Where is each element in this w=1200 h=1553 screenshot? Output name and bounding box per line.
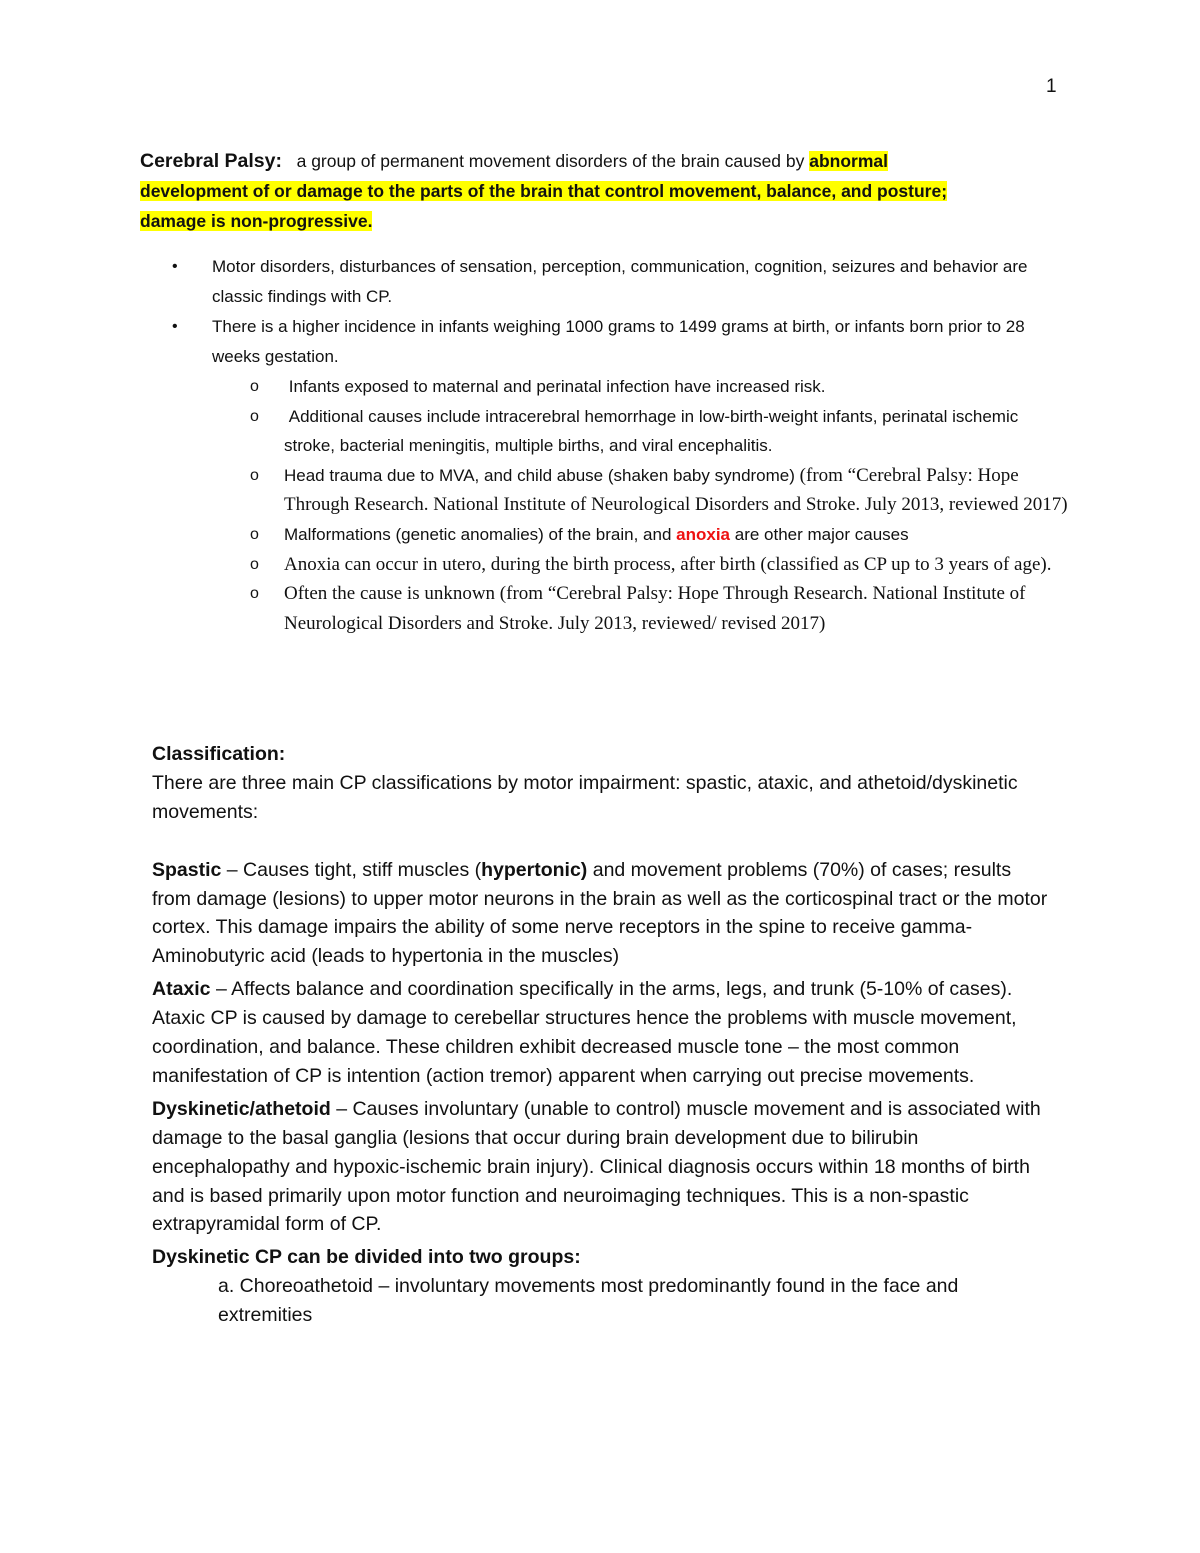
paragraph-text: – Causes involuntary (unable to control) muscle movement and is associated with damage to the basal ganglia (lesions that occur during brain development due to bilirubin encephalopathy and hypoxic-ischemic brain injury). Clinical diagnosis occurs within 18 months of birth and is based primarily upon motor function and neuroimaging techniques. This is a non-spastic extrapyramidal form of CP. bbox=[152, 1097, 1041, 1236]
spastic-paragraph bbox=[152, 856, 1052, 972]
ataxic-label: Ataxic bbox=[152, 978, 211, 1001]
sub-item-text: Additional causes include intracerebral hemorrhage in low-birth-weight infants, perinatal ischemic stroke, bacterial meningitis, multiple births, and viral encephalitis. bbox=[284, 406, 1019, 456]
groups-heading: Dyskinetic CP can be divided into two groups: bbox=[152, 1246, 581, 1269]
definition-highlight: abnormal bbox=[809, 151, 889, 171]
list-item bbox=[170, 312, 1070, 638]
sub-bullet-icon: o bbox=[250, 378, 259, 395]
list-item-text: Motor disorders, disturbances of sensation, perception, communication, cognition, seizures and behavior are classic findings with CP. bbox=[212, 257, 1028, 306]
bullet-icon: • bbox=[172, 258, 178, 275]
page-number: 1 bbox=[1046, 76, 1057, 97]
dyskinetic-label: Dyskinetic/athetoid bbox=[152, 1097, 331, 1120]
sub-item-text: Infants exposed to maternal and perinatal infection have increased risk. bbox=[288, 377, 826, 396]
sub-item-text: Head trauma due to MVA, and child abuse (shaken baby syndrome) bbox=[284, 465, 795, 485]
section-heading: Classification: bbox=[152, 743, 286, 765]
sub-item-text: Often the cause is unknown (from “Cerebral Palsy: Hope Through Research. National Institute of Neurological Disorders and Stroke. July 2013, reviewed/ revised 2017) bbox=[284, 583, 1026, 634]
findings-list bbox=[170, 252, 1070, 638]
emphasis-text: hypertonic) bbox=[481, 858, 588, 881]
sub-bullet-icon: o bbox=[250, 555, 259, 573]
group-a-item: a. Choreoathetoid – involuntary movements most predominantly found in the face and extremities bbox=[218, 1275, 959, 1327]
sub-item-text: Malformations (genetic anomalies) of the brain, and bbox=[284, 524, 677, 544]
definition-highlight: development of or damage to the parts of the brain that control movement, balance, and posture; bbox=[140, 181, 948, 201]
paragraph-text: – Affects balance and coordination specifically in the arms, legs, and trunk (5-10% of cases). Ataxic CP is caused by damage to cerebellar structures hence the problems with muscle movement, coordination, and balance. These children exhibit decreased muscle tone – the most common manifestation of CP is intention (action tremor) apparent when carrying out precise movements. bbox=[152, 978, 1017, 1087]
classification-section bbox=[152, 740, 1052, 1330]
sub-list-item bbox=[242, 372, 1070, 402]
list-item-text: There is a higher incidence in infants weighing 1000 grams to 1499 grams at birth, or infants born prior to 28 weeks gestation. bbox=[212, 317, 1025, 366]
sub-bullet-icon: o bbox=[250, 466, 259, 484]
dyskinetic-paragraph bbox=[152, 1095, 1052, 1240]
sub-list bbox=[242, 372, 1070, 638]
spastic-label: Spastic bbox=[152, 858, 222, 881]
citation-text: (from “Cerebral Palsy: Hope Through Research. National Institute of Neurological Disorders and Stroke. July 2013, reviewed 2017) bbox=[284, 464, 1068, 516]
sub-list-item bbox=[242, 550, 1070, 580]
definition-paragraph bbox=[140, 146, 1070, 236]
definition-highlight: damage is non-progressive. bbox=[140, 211, 373, 231]
sub-bullet-icon: o bbox=[250, 585, 259, 603]
paragraph-text: and movement problems (70%) of cases; results from damage (lesions) to upper motor neurons in the brain as well as the corticospinal tract or the motor cortex. This damage impairs the ability of some nerve receptors in the spine to receive gamma-Aminobutyric acid (leads to hypertonia in the muscles) bbox=[152, 858, 1048, 968]
sub-list-item bbox=[242, 461, 1070, 520]
definition-text: a group of permanent movement disorders of the brain caused by bbox=[296, 151, 810, 171]
sub-list-item bbox=[242, 579, 1070, 638]
bullet-icon: • bbox=[172, 318, 178, 335]
list-item bbox=[170, 252, 1070, 312]
sub-bullet-icon: o bbox=[250, 407, 259, 425]
ataxic-paragraph bbox=[152, 975, 1052, 1091]
sub-list-item bbox=[242, 520, 1070, 550]
term-title: Cerebral Palsy: bbox=[140, 150, 282, 172]
emphasis-text: anoxia bbox=[676, 524, 731, 544]
sub-item-text: Anoxia can occur in utero, during the birth process, after birth (classified as CP up to 3 years of age). bbox=[284, 553, 1052, 575]
intro-paragraph: There are three main CP classifications by motor impairment: spastic, ataxic, and athetoid/dyskinetic movements: bbox=[152, 771, 1018, 823]
paragraph-text: – Causes tight, stiff muscles ( bbox=[221, 858, 482, 881]
sub-list-item bbox=[242, 402, 1070, 461]
sub-item-text: are other major causes bbox=[730, 524, 909, 544]
sub-bullet-icon: o bbox=[250, 525, 259, 543]
